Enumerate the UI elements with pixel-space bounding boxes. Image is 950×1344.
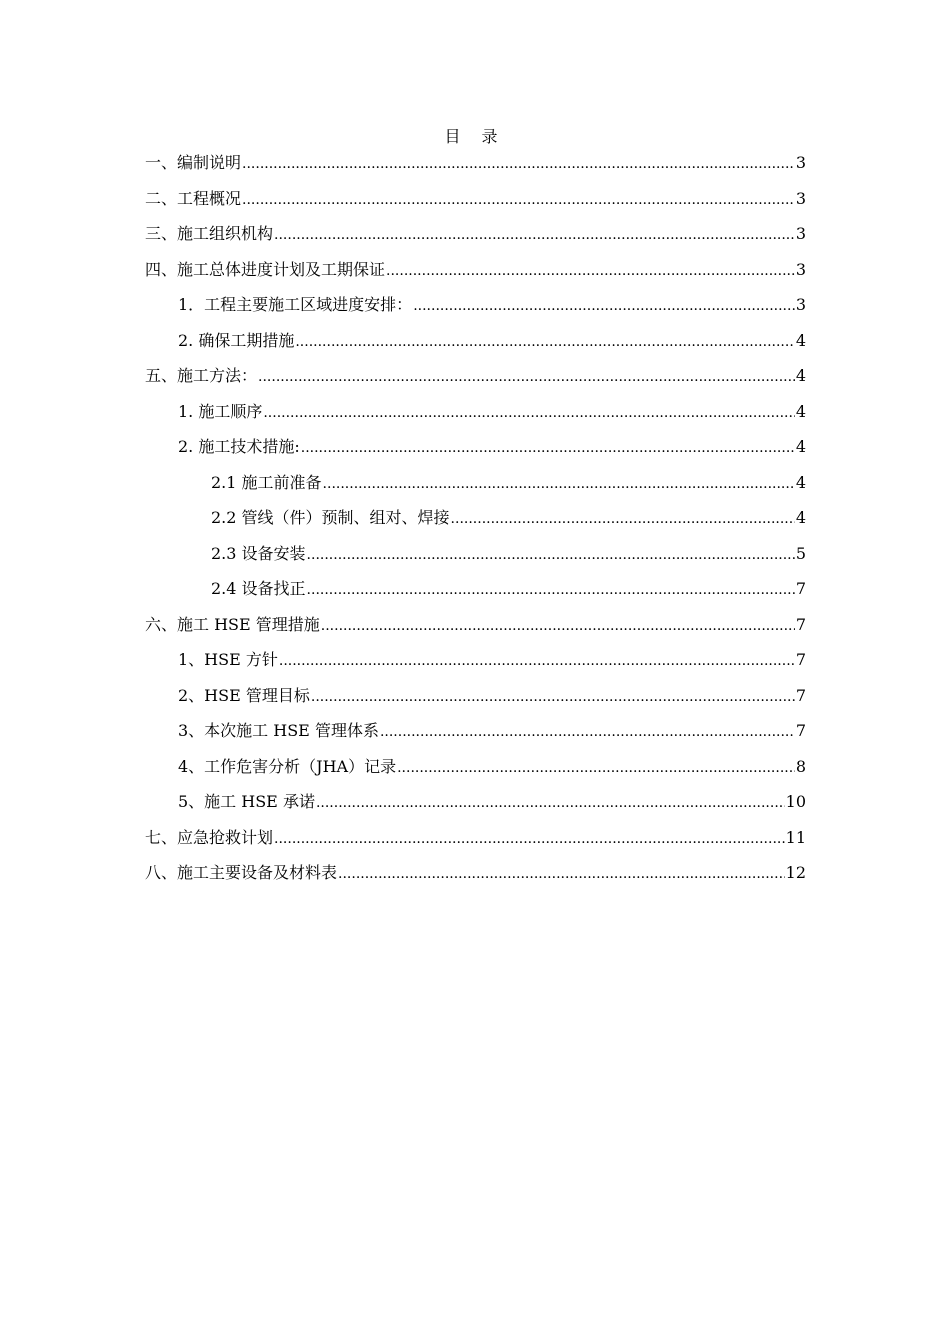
toc-entry-page-number: 4 [795, 330, 806, 350]
toc-entry-label: 2、HSE 管理目标 [178, 685, 310, 705]
toc-entry-label: 五、施工方法： [145, 366, 258, 385]
toc-entry-label: 1．工程主要施工区域进度安排： [178, 295, 413, 314]
toc-leader-dots [301, 437, 795, 459]
toc-entry[interactable] [145, 328, 806, 364]
toc-leader-dots [274, 828, 785, 850]
toc-entry-label: 七、应急抢救计划 [145, 827, 274, 847]
toc-entry-label: 二、工程概况 [145, 188, 242, 208]
toc-entry[interactable] [145, 754, 806, 790]
toc-leader-dots [323, 473, 795, 495]
toc-entry[interactable] [145, 363, 806, 399]
toc-entry[interactable] [145, 683, 806, 719]
toc-entry[interactable] [145, 576, 806, 612]
toc-leader-dots [307, 579, 795, 601]
toc-entry-label: 1. 施工顺序 [178, 401, 263, 421]
toc-entry-label: 三、施工组织机构 [145, 224, 274, 243]
toc-leader-dots [307, 544, 795, 566]
toc-entry-page-number: 4 [795, 401, 806, 421]
toc-entry[interactable] [145, 825, 806, 861]
toc-leader-dots [279, 650, 795, 672]
toc-leader-dots [258, 366, 795, 388]
toc-entry-label: 4、工作危害分析（JHA）记录 [178, 756, 397, 776]
toc-entry[interactable] [145, 470, 806, 506]
toc-entry-page-number: 5 [795, 543, 806, 563]
toc-entry-label: 5、施工 HSE 承诺 [178, 792, 315, 811]
toc-leader-dots [338, 863, 785, 885]
toc-entry[interactable] [145, 434, 806, 470]
toc-entry[interactable] [145, 150, 806, 186]
toc-entry-page-number: 10 [785, 792, 806, 811]
toc-entry-label: 2.2 管线（件）预制、组对、焊接 [211, 508, 450, 527]
toc-entry-page-number: 3 [795, 188, 806, 208]
toc-leader-dots [413, 295, 795, 317]
toc-entry-page-number: 7 [795, 579, 806, 598]
toc-leader-dots [263, 402, 794, 424]
toc-leader-dots [242, 189, 795, 211]
toc-entry-page-number: 12 [785, 863, 806, 882]
toc-leader-dots [397, 757, 795, 779]
toc-entry[interactable] [145, 292, 806, 328]
toc-entry-label: 2.3 设备安装 [211, 543, 306, 563]
toc-entry-label: 1、HSE 方针 [178, 650, 278, 669]
toc-entry-page-number: 8 [795, 756, 806, 776]
toc-entry-page-number: 11 [785, 827, 806, 847]
toc-entry[interactable] [145, 789, 806, 825]
toc-entry-label: 3、本次施工 HSE 管理体系 [178, 721, 379, 740]
toc-entry[interactable] [145, 718, 806, 754]
toc-entry-label: 八、施工主要设备及材料表 [145, 863, 338, 882]
toc-entry-page-number: 4 [795, 472, 806, 492]
toc-leader-dots [316, 792, 785, 814]
toc-entry-label: 2. 施工技术措施: [178, 437, 300, 456]
toc-entry[interactable] [145, 860, 806, 896]
toc-entry-page-number: 3 [795, 259, 806, 279]
toc-entry-label: 2.4 设备找正 [211, 579, 306, 598]
toc-entry-page-number: 3 [795, 153, 806, 172]
toc-leader-dots [274, 224, 795, 246]
toc-entry-page-number: 7 [795, 721, 806, 740]
toc-entry-label: 四、施工总体进度计划及工期保证 [145, 259, 386, 279]
toc-entry[interactable] [145, 186, 806, 222]
toc-leader-dots [242, 153, 795, 175]
toc-entry-page-number: 4 [795, 366, 806, 385]
toc-entry[interactable] [145, 612, 806, 648]
toc-entry-page-number: 7 [795, 650, 806, 669]
toc-leader-dots [451, 508, 795, 530]
toc-entry-page-number: 7 [795, 614, 806, 634]
toc-leader-dots [321, 615, 795, 637]
toc-list [145, 150, 806, 896]
toc-leader-dots [380, 721, 795, 743]
toc-entry-page-number: 4 [795, 437, 806, 456]
toc-leader-dots [386, 260, 795, 282]
toc-entry-page-number: 3 [795, 224, 806, 243]
toc-entry-label: 2. 确保工期措施 [178, 330, 295, 350]
toc-entry[interactable] [145, 399, 806, 435]
toc-entry-label: 2.1 施工前准备 [211, 472, 322, 492]
toc-entry-page-number: 7 [795, 685, 806, 705]
toc-title: 目 录 [444, 127, 506, 146]
toc-leader-dots [295, 331, 794, 353]
toc-entry[interactable] [145, 257, 806, 293]
toc-entry[interactable] [145, 221, 806, 257]
toc-entry[interactable] [145, 505, 806, 541]
toc-entry[interactable] [145, 647, 806, 683]
toc-entry-label: 一、编制说明 [145, 153, 242, 172]
toc-entry-label: 六、施工 HSE 管理措施 [145, 614, 320, 634]
toc-entry-page-number: 3 [795, 295, 806, 314]
toc-leader-dots [311, 686, 795, 708]
toc-entry[interactable] [145, 541, 806, 577]
toc-entry-page-number: 4 [795, 508, 806, 527]
